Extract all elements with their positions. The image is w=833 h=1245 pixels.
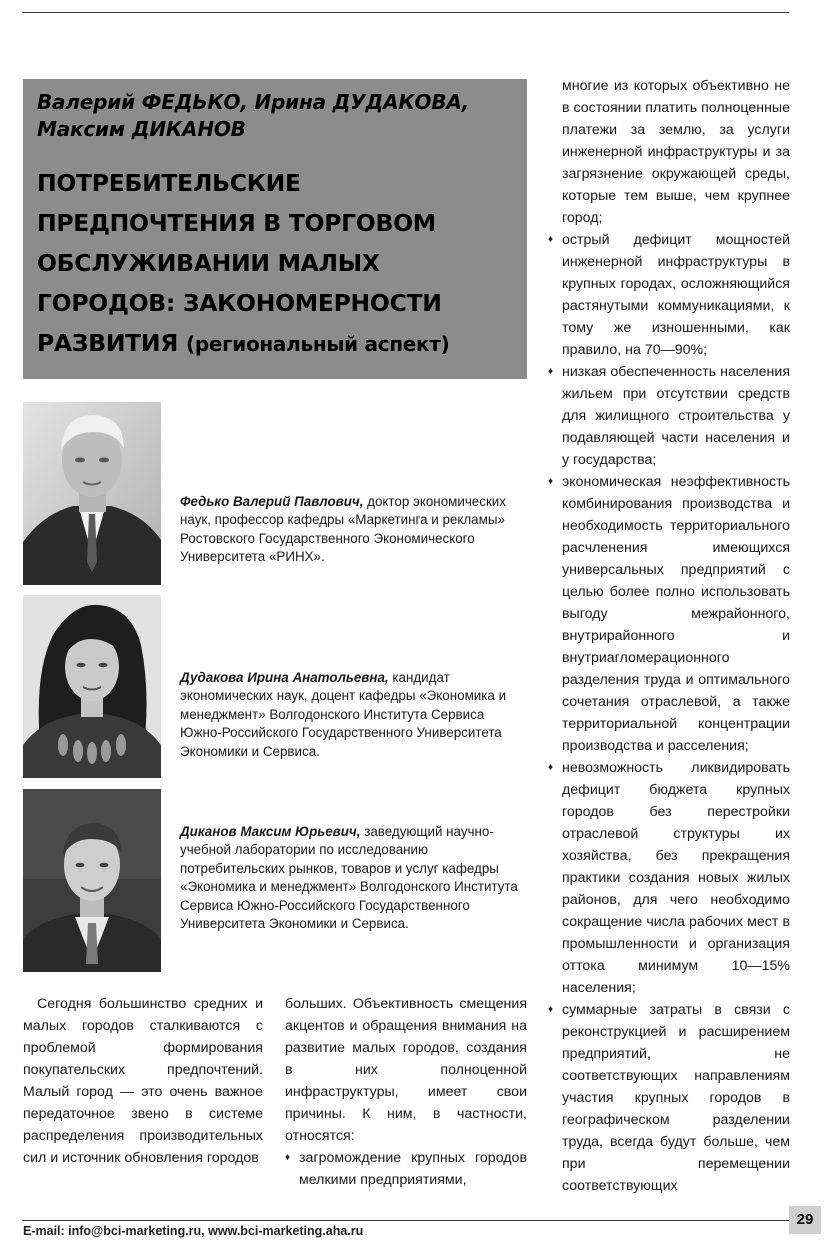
article-authors: Валерий ФЕДЬКО, Ирина ДУДАКОВА, Максим ДИКАНОВ: [37, 90, 470, 141]
reasons-list: [285, 1147, 527, 1191]
body-column-2: [285, 993, 527, 1191]
bottom-rule: [22, 1220, 789, 1221]
author-bio-dudakova: [180, 669, 525, 761]
article-subtitle: (региональный аспект): [185, 332, 450, 356]
page-number: 29: [789, 1206, 821, 1234]
list-item-continuation: многие из которых объективно не в состоянии платить полноценные платежи за землю, за услуги инженерной инфраструктуры и за загрязнение окружающей среды, которые тем выше, чем крупнее город;: [562, 78, 790, 226]
body-paragraph: больших. Объективность смещения акцентов и обращения внимания на развитие малых городов, создания в них полноценной инфраструктуры, имеет свои причины. К ним, в частности, относятся:: [285, 996, 527, 1144]
article-title: [37, 163, 517, 364]
list-item: ♦ острый дефицит мощностей инженерной инфраструктуры в крупных городах, осложняющийся растянутыми коммуникациями, к тому же изношенными, как правило, на 70—90%;: [548, 229, 790, 361]
body-paragraph: Сегодня большинство средних и малых городов сталкиваются с проблемой формирования покупательских предпочтений. Малый город — это очень важное передаточное звено в системе распределения производительных сил и источник обновления городов: [23, 996, 263, 1166]
title-block: [23, 79, 527, 379]
body-column-1: [23, 993, 263, 1169]
article-title-main: ПОТРЕБИТЕЛЬСКИЕ ПРЕДПОЧТЕНИЯ В ТОРГОВОМ ОБСЛУЖИВАНИИ МАЛЫХ ГОРОДОВ: ЗАКОНОМЕРНОСТИ РАЗВИТИЯ: [37, 169, 442, 357]
list-item: ♦ экономическая неэффективность комбинирования производства и необходимость территориального расчленения имеющихся универсальных предприятий с целью более полно использовать выгоду межрайонного, внутрирайонного и внутриагломерационного разделения труда и оптимального сочетания отраслевой, а также территориальной концентрации производства и расселения;: [548, 471, 790, 757]
reasons-list-continued: [548, 229, 790, 1197]
footer-contact: E-mail: info@bci-marketing.ru, www.bci-marketing.aha.ru: [23, 1224, 364, 1238]
list-item: ♦ невозможность ликвидировать дефицит бюджета крупных городов без перестройки отраслевой структуры их хозяйства, без прекращения практики создания новых жилых районов, для чего необходимо сокращение числа рабочих мест в промышленности и организация оттока минимум 10—15% населения;: [548, 757, 790, 999]
body-column-3: [548, 75, 790, 1197]
author-name: Диканов Максим Юрьевич,: [180, 824, 361, 839]
list-item: ♦ суммарные затраты в связи с реконструкцией и расширением предприятий, не соответствующих направлениям участия крупных городов в географическом разделении труда, всегда будут больше, чем при перемещении соответствующих: [548, 999, 790, 1197]
author-photo-fedko: [23, 402, 161, 585]
list-item: ♦ низкая обеспеченность населения жильем при отсутствии средств для жилищного строительства у подавляющей части населения и у государства;: [548, 361, 790, 471]
author-details: заведующий научно-учебной лаборатории по исследованию потребительских рынков, товаров и услуг кафедры «Экономика и менеджмент» Волгодонского Института Сервиса Южно-Российского Государственного Университета Экономики и Сервиса.: [180, 824, 518, 932]
list-item: ♦ загромождение крупных городов мелкими предприятиями,: [285, 1147, 527, 1191]
author-name: Дудакова Ирина Анатольевна,: [180, 670, 389, 685]
author-bio-dikanov: [180, 823, 525, 933]
author-details: доктор экономических наук, профессор кафедры «Маркетинга и рекламы» Ростовского Государственного Экономического Университета «РИНХ».: [180, 494, 506, 565]
author-photo-dudakova: [23, 595, 161, 778]
author-bio-fedko: [180, 493, 525, 567]
author-details: кандидат экономических наук, доцент кафедры «Экономика и менеджмент» Волгодонского Института Сервиса Южно-Российского Государственного Университета Экономики и Сервиса.: [180, 670, 507, 759]
top-rule: [22, 12, 789, 13]
author-photo-dikanov: [23, 789, 161, 972]
author-name: Федько Валерий Павлович,: [180, 494, 364, 509]
